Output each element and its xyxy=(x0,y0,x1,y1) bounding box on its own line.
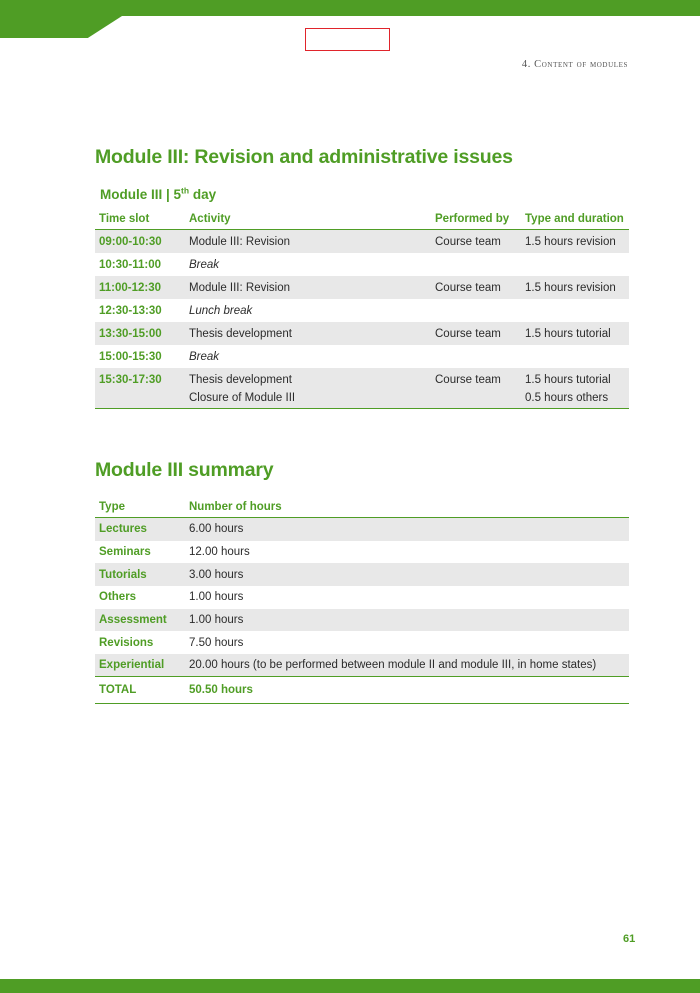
table-row xyxy=(95,631,629,654)
time-slot-text: 15:30-17:30 xyxy=(99,374,162,386)
table-row xyxy=(95,654,629,677)
red-marker-box xyxy=(305,28,390,51)
summary-hours: 1.00 hours xyxy=(189,614,244,627)
time-slot: 15:00-15:30 xyxy=(99,350,162,363)
activity: Module III: Revision xyxy=(189,281,290,294)
table-row xyxy=(95,563,629,586)
type-duration xyxy=(521,373,629,409)
table-row xyxy=(95,368,629,409)
summary-type: Revisions xyxy=(99,636,154,649)
type-duration: 1.5 hours tutorial xyxy=(525,327,611,340)
header-type: Type xyxy=(99,500,125,513)
performed-by: Course team xyxy=(435,281,501,294)
time-slot: 09:00-10:30 xyxy=(99,235,162,248)
summary-type: Experiential xyxy=(99,658,165,671)
table-header-row xyxy=(95,208,629,230)
time-slot: 11:00-12:30 xyxy=(99,281,162,294)
top-green-band xyxy=(0,0,700,16)
page-number: 61 xyxy=(623,933,636,945)
table-row xyxy=(95,322,629,345)
time-slot: 13:30-15:00 xyxy=(99,327,162,340)
time-slot: 10:30-11:00 xyxy=(99,258,162,271)
running-head: 4. Content of modules xyxy=(521,59,628,70)
header-activity: Activity xyxy=(189,212,231,225)
summary-hours: 12.00 hours xyxy=(189,546,250,559)
header-performed-by: Performed by xyxy=(435,212,510,225)
total-value: 50.50 hours xyxy=(189,683,253,696)
table-row xyxy=(95,230,629,253)
table-row xyxy=(95,276,629,299)
activity: Break xyxy=(189,258,220,271)
header-time-slot: Time slot xyxy=(99,212,150,225)
summary-type: Assessment xyxy=(99,614,167,627)
type-line-2: 0.5 hours others xyxy=(525,392,609,404)
activity xyxy=(185,373,431,409)
total-row xyxy=(95,677,629,704)
table-row xyxy=(95,299,629,322)
header-number-of-hours: Number of hours xyxy=(189,500,282,513)
performed-by xyxy=(431,373,521,391)
time-slot xyxy=(95,373,185,391)
summary-table xyxy=(95,496,629,704)
summary-type: Tutorials xyxy=(99,568,147,581)
performed-by: Course team xyxy=(435,235,501,248)
activity: Break xyxy=(189,350,220,363)
table-row xyxy=(95,609,629,632)
schedule-table xyxy=(95,208,629,409)
time-slot: 12:30-13:30 xyxy=(99,304,162,317)
type-duration: 1.5 hours revision xyxy=(525,281,616,294)
performed-by-text: Course team xyxy=(435,374,501,386)
summary-hours: 6.00 hours xyxy=(189,523,244,536)
summary-hours: 3.00 hours xyxy=(189,568,244,581)
table-header-row xyxy=(95,496,629,518)
table-row xyxy=(95,586,629,609)
summary-hours: 7.50 hours xyxy=(189,636,244,649)
header-type-duration: Type and duration xyxy=(525,212,624,225)
performed-by: Course team xyxy=(435,327,501,340)
summary-type: Seminars xyxy=(99,546,151,559)
type-duration: 1.5 hours revision xyxy=(525,235,616,248)
summary-hours: 1.00 hours xyxy=(189,591,244,604)
activity-line-2: Closure of Module III xyxy=(189,392,296,404)
table-row xyxy=(95,518,629,541)
activity: Thesis development xyxy=(189,327,292,340)
summary-type: Others xyxy=(99,591,137,604)
summary-type: Lectures xyxy=(99,523,147,536)
activity-line-1: Thesis development xyxy=(189,374,292,386)
table-row xyxy=(95,541,629,564)
type-line-1: 1.5 hours tutorial xyxy=(525,374,611,386)
total-label: TOTAL xyxy=(99,683,137,696)
top-green-tab xyxy=(0,16,122,38)
table-row xyxy=(95,253,629,276)
table-row xyxy=(95,345,629,368)
bottom-green-band xyxy=(0,979,700,993)
page-title: Module III: Revision and administrative issues xyxy=(95,146,513,168)
activity: Lunch break xyxy=(189,304,253,317)
schedule-caption: Module III | 5th day xyxy=(100,185,217,202)
summary-hours: 20.00 hours (to be performed between module II and module III, in home states) xyxy=(189,658,597,671)
activity: Module III: Revision xyxy=(189,235,290,248)
summary-title: Module III summary xyxy=(95,459,274,481)
